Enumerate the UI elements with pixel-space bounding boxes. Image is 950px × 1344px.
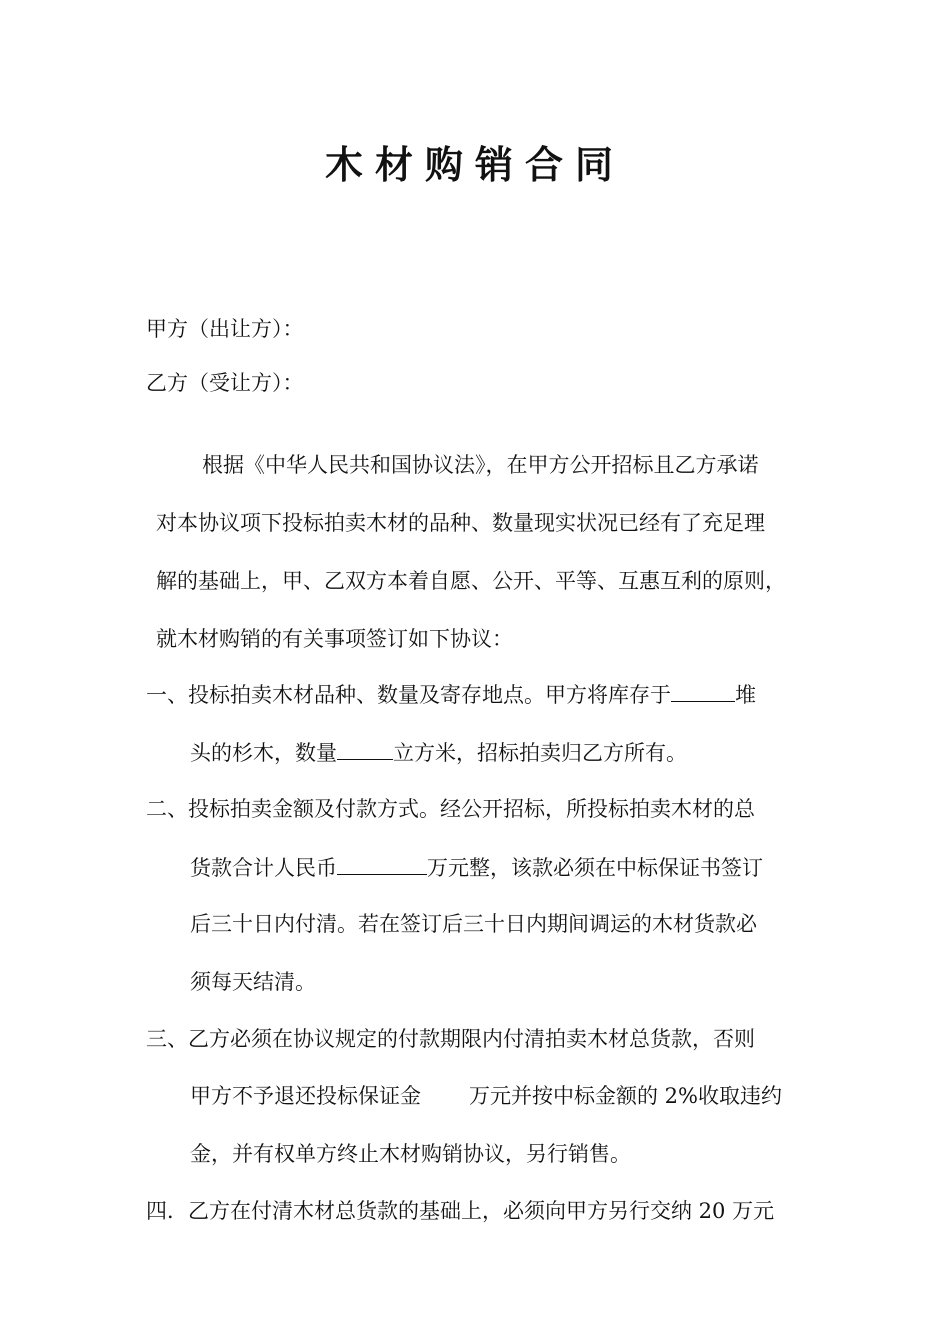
preamble-line: 就木材购销的有关事项签订如下协议： (156, 627, 513, 651)
clause-2-line-2 (190, 852, 763, 883)
party-b-label: 乙方（受让方）： (146, 371, 304, 395)
blank-total-amount (337, 852, 427, 875)
clause-3-line-2 (190, 1081, 782, 1111)
clause-text: 立方米，招标拍卖归乙方所有。 (393, 741, 687, 765)
clause-text: 甲方不予退还投标保证金 (190, 1084, 421, 1108)
clause-1-line-2 (190, 737, 687, 768)
clause-text: 堆 (735, 683, 756, 707)
preamble-line: 对本协议项下投标拍卖木材的品种、数量现实状况已经有了充足理 (156, 511, 765, 535)
blank-quantity (337, 737, 393, 760)
clause-1-line-1 (146, 679, 756, 710)
preamble-line: 解的基础上，甲、乙双方本着自愿、公开、平等、互惠互利的原则， (156, 569, 786, 593)
clause-text: 头的杉木，数量 (190, 741, 337, 765)
blank-storage-location (671, 679, 735, 702)
document-title: 木材购销合同 (324, 143, 625, 187)
party-a-label: 甲方（出让方）： (146, 317, 304, 341)
clause-3-line-1: 三、乙方必须在协议规定的付款期限内付清拍卖木材总货款，否则 (146, 1027, 755, 1051)
clause-text: 一、投标拍卖木材品种、数量及寄存地点。甲方将库存于 (146, 683, 671, 707)
clause-3-line-3: 金，并有权单方终止木材购销协议，另行销售。 (190, 1142, 631, 1166)
clause-text: 货款合计人民币 (190, 856, 337, 880)
preamble-line: 根据《中华人民共和国协议法》，在甲方公开招标且乙方承诺 (202, 453, 759, 477)
clause-2-line-4: 须每天结清。 (190, 970, 316, 994)
clause-text: 万元并按中标金额的 2%收取违约 (469, 1084, 782, 1108)
clause-text: 万元整，该款必须在中标保证书签订 (427, 856, 763, 880)
clause-2-line-3: 后三十日内付清。若在签订后三十日内期间调运的木材货款必 (190, 912, 757, 936)
clause-2-line-1: 二、投标拍卖金额及付款方式。经公开招标，所投标拍卖木材的总 (146, 797, 755, 821)
clause-4-line-1: 四．乙方在付清木材总货款的基础上，必须向甲方另行交纳 20 万元 (146, 1199, 775, 1223)
